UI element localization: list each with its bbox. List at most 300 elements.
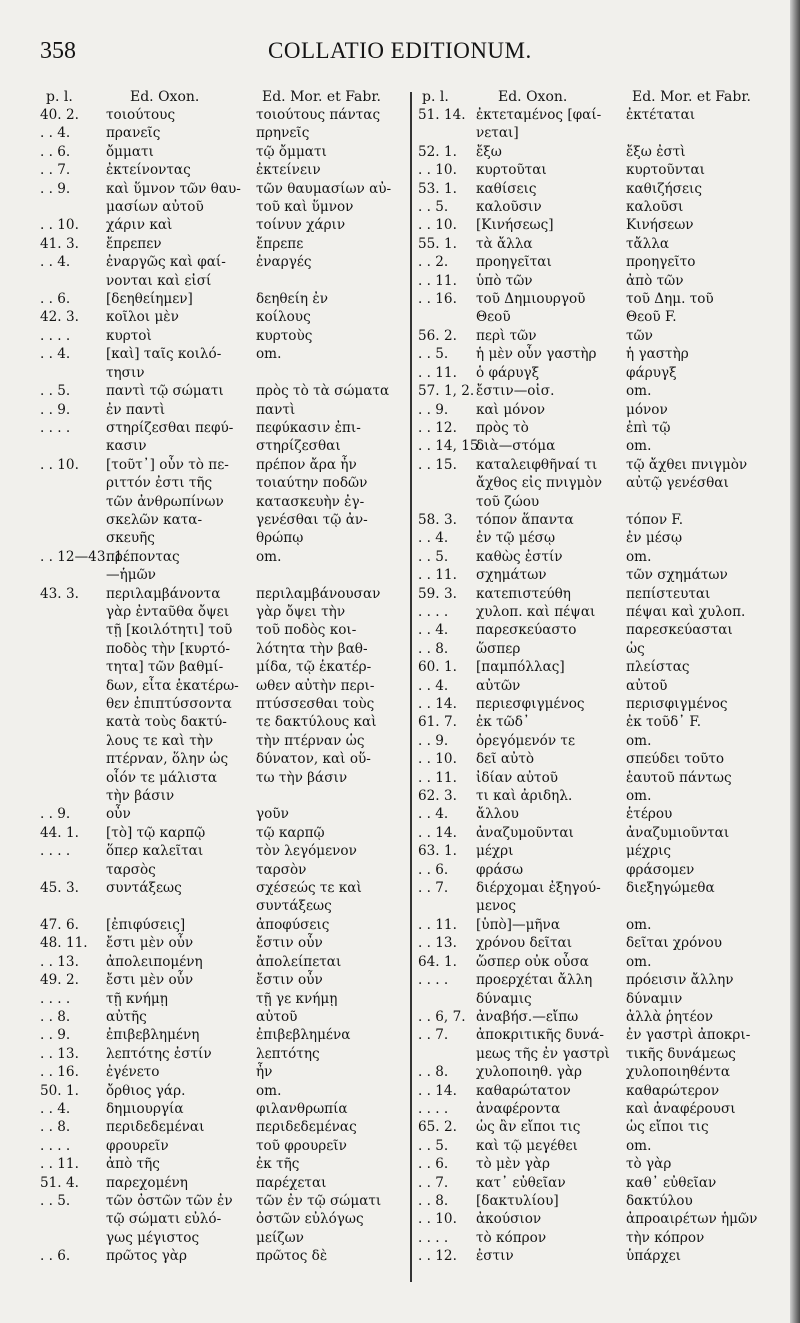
collation-row	[418, 842, 790, 860]
column-header-row	[40, 88, 410, 106]
oxon-reading: ἔξω	[476, 143, 502, 160]
oxon-reading: πρὸς τὸ	[476, 419, 529, 436]
collation-row	[418, 1229, 790, 1247]
oxon-reading: προηγεῖται	[476, 254, 552, 271]
line-reference: 61. 7.	[418, 714, 457, 731]
collation-row	[418, 161, 790, 179]
oxon-reading: λεπτότης ἐστίν	[106, 1045, 212, 1062]
collation-row	[40, 1137, 410, 1155]
line-reference: . . 11.	[418, 272, 457, 289]
line-reference: . . . .	[40, 327, 71, 344]
oxon-reading: ἀπολειπομένη	[106, 953, 203, 970]
collation-row	[418, 419, 790, 437]
oxon-reading: ἀκούσιον	[476, 1211, 542, 1228]
header-page-line: p. l.	[422, 89, 449, 105]
line-reference: 55. 1.	[418, 235, 457, 252]
mor-fabr-reading: Κινήσεων	[626, 217, 694, 234]
oxon-reading: ἔπρεπεν	[106, 235, 162, 252]
mor-fabr-reading: διεξηγώμεθα	[626, 880, 715, 897]
oxon-reading: ὅπερ καλεῖται ταρσὸς	[106, 843, 204, 878]
oxon-reading: πρέποντας —ἡμῶν	[106, 548, 180, 584]
collation-row	[418, 272, 790, 290]
mor-fabr-reading: ἐν μέσῳ	[626, 530, 683, 547]
line-reference: . . 9.	[40, 806, 71, 823]
line-reference: . . . .	[418, 1100, 449, 1117]
collation-row	[40, 308, 410, 326]
collation-rows	[418, 106, 790, 1266]
mor-fabr-reading: ὑπάρχει	[626, 1248, 681, 1265]
line-reference: . . 4.	[418, 530, 449, 547]
mor-fabr-reading: τἄλλα	[626, 235, 670, 252]
oxon-reading: ὄρθιος γάρ.	[106, 1082, 186, 1099]
oxon-reading: ἔστι μὲν οὖν	[106, 972, 194, 989]
line-reference: . . 9.	[418, 732, 449, 749]
mor-fabr-reading: προηγεῖτο	[626, 254, 696, 271]
oxon-reading: περιδεδεμέναι	[106, 1119, 205, 1136]
line-reference: . . 9.	[40, 1027, 71, 1044]
header-ed-oxon: Ed. Oxon.	[498, 89, 568, 105]
oxon-reading: διὰ—στόμα	[476, 438, 556, 455]
oxon-reading: σχημάτων	[476, 567, 547, 584]
line-reference: . . . .	[418, 972, 449, 989]
line-reference: . . 15.	[418, 456, 457, 473]
mor-fabr-reading: ἐπιβεβλημένα	[256, 1027, 351, 1044]
column-header-row	[418, 88, 790, 106]
mor-fabr-reading: ἐπὶ τῷ	[626, 419, 671, 436]
oxon-reading: ὥσπερ οὐκ οὖσα	[476, 953, 589, 970]
line-reference: . . 12—43. 1.	[40, 548, 128, 565]
mor-fabr-reading: ἔξω ἐστὶ	[626, 143, 686, 160]
mor-fabr-reading: ἀπολείπεται	[256, 953, 342, 970]
line-reference: 59. 3.	[418, 585, 457, 602]
oxon-reading: ὁ φάρυγξ	[476, 364, 540, 381]
line-reference: . . 13.	[40, 953, 79, 970]
collation-row	[418, 824, 790, 842]
collation-row	[418, 1118, 790, 1136]
mor-fabr-reading: ἡ γαστὴρ	[626, 346, 689, 363]
mor-fabr-reading: κοίλους	[256, 309, 311, 326]
oxon-reading: [δακτυλίου]	[476, 1192, 559, 1209]
collation-row	[418, 787, 790, 805]
oxon-reading: καὶ μόνον	[476, 401, 546, 418]
collation-row	[40, 1026, 410, 1044]
oxon-reading: κυρτοῦται	[476, 162, 547, 179]
mor-fabr-reading: τῶν ἐν τῷ σώματι ὀστῶν εὐλόγως μείζων	[256, 1192, 382, 1246]
oxon-reading: κατεπιστεύθη	[476, 585, 571, 602]
collation-row	[40, 1100, 410, 1118]
collation-row	[40, 805, 410, 823]
mor-fabr-reading: αὐτοῦ	[626, 677, 668, 694]
line-reference: . . 6.	[418, 861, 449, 878]
line-reference: . . 13.	[418, 935, 457, 952]
collation-row	[418, 585, 790, 603]
collation-row	[418, 364, 790, 382]
line-reference: 43. 3.	[40, 585, 79, 602]
collation-row	[418, 216, 790, 234]
mor-fabr-reading: ἑτέρου	[626, 806, 673, 823]
mor-fabr-reading: φράσομεν	[626, 861, 695, 878]
collation-row	[418, 529, 790, 547]
mor-fabr-reading: πλείστας	[626, 659, 690, 676]
mor-fabr-reading: τὴν κόπρον	[626, 1229, 705, 1246]
line-reference: . . 6, 7.	[418, 1008, 466, 1025]
oxon-reading: δεῖ αὐτὸ	[476, 751, 535, 768]
collation-row	[40, 382, 410, 400]
collation-row	[40, 1082, 410, 1100]
header-ed-mor-fabr: Ed. Mor. et Fabr.	[632, 89, 751, 105]
oxon-reading: προερχέται ἄλλη δύναμις	[476, 972, 593, 1007]
line-reference: . . 13.	[40, 1045, 79, 1062]
mor-fabr-reading: φάρυγξ	[626, 364, 677, 381]
oxon-reading: ὀρεγόμενόν τε	[476, 732, 575, 749]
line-reference: . . 10.	[40, 217, 79, 234]
mor-fabr-reading: μόνον	[626, 401, 668, 418]
collation-row	[40, 548, 410, 585]
oxon-reading: καθίσεις	[476, 180, 537, 197]
oxon-reading: τόπον ἅπαντα	[476, 511, 574, 528]
mor-fabr-reading: πεφύκασιν ἐπι- στηρίζεσθαι	[256, 419, 361, 455]
mor-fabr-reading: τοῦ φρουρεῖν	[256, 1137, 347, 1154]
line-reference: . . 7.	[40, 162, 71, 179]
line-reference: . . 7.	[418, 1174, 449, 1191]
mor-fabr-reading: σχέσεώς τε καὶ συντάξεως	[256, 880, 362, 915]
collation-row	[418, 953, 790, 971]
oxon-reading: φρουρεῖν	[106, 1137, 169, 1154]
mor-fabr-reading: om.	[256, 1082, 282, 1099]
line-reference: . . 9.	[40, 401, 71, 418]
mor-fabr-reading: γοῦν	[256, 806, 289, 823]
mor-fabr-reading: περιδεδεμένας	[256, 1119, 357, 1136]
header-ed-mor-fabr: Ed. Mor. et Fabr.	[262, 89, 381, 105]
mor-fabr-reading: ἐκτείνειν	[256, 162, 321, 179]
collation-row	[418, 437, 790, 455]
oxon-reading: χρόνου δεῖται	[476, 935, 573, 952]
line-reference: . . 8.	[418, 640, 449, 657]
line-reference: . . 16.	[40, 1064, 79, 1081]
oxon-reading: τὸ μὲν γὰρ	[476, 1156, 551, 1173]
line-reference: . . 8.	[418, 1064, 449, 1081]
oxon-reading: περιλαμβάνοντα γὰρ ἐνταῦθα ὄψει τῇ [κοιλότητι] τοῦ ποδὸς τὴν [κυρτό- τητα] τῶν βαθμί- δων, εἶτα ἑκατέρω- θεν ἐπιπτύσσοντα κατὰ τοὺς δακτύ- λους τε καὶ τὴν πτέρναν, ὅλην ὡς οἷόν τε μάλιστα τὴν βάσιν	[106, 585, 239, 805]
line-reference: 65. 2.	[418, 1119, 457, 1136]
mor-fabr-reading: τῷ καρπῷ	[256, 824, 325, 841]
line-reference: . . 14.	[418, 824, 457, 841]
oxon-reading: καὶ τῷ μεγέθει	[476, 1137, 578, 1154]
collation-row	[418, 879, 790, 916]
line-reference: 50. 1.	[40, 1082, 79, 1099]
oxon-reading: ἔστι μὲν οὖν	[106, 935, 194, 952]
line-reference: 41. 3.	[40, 235, 79, 252]
collation-row	[40, 216, 410, 234]
collation-row	[40, 1155, 410, 1173]
collation-row	[40, 106, 410, 124]
mor-fabr-reading: αὐτοῦ	[256, 1008, 298, 1025]
oxon-reading: αὐτῶν	[476, 677, 521, 694]
mor-fabr-reading: τοῦ Δημ. τοῦ Θεοῦ F.	[626, 291, 714, 326]
line-reference: . . 5.	[418, 1137, 449, 1154]
oxon-reading: [τοῦτ᾽] οὖν τὸ πε- ριττόν ἐστι τῆς τῶν ἀνθρωπίνων σκελῶν κατα- σκευῆς	[106, 456, 229, 547]
mor-fabr-reading: πρῶτος δὲ	[256, 1248, 328, 1265]
oxon-reading: τὰ ἄλλα	[476, 235, 533, 252]
mor-fabr-reading: om.	[626, 383, 652, 400]
collation-row	[40, 585, 410, 806]
mor-fabr-reading: om.	[626, 732, 652, 749]
mor-fabr-reading: ἀναζυμιοῦνται	[626, 824, 730, 841]
line-reference: . . 9.	[418, 401, 449, 418]
oxon-reading: ἄλλου	[476, 806, 519, 823]
oxon-reading: ἐναργῶς καὶ φαί- νονται καὶ εἰσί	[106, 254, 226, 289]
collation-row	[418, 345, 790, 363]
collation-row	[40, 842, 410, 879]
column-divider	[410, 92, 412, 1282]
collation-row	[40, 879, 410, 916]
line-reference: 42. 3.	[40, 309, 79, 326]
oxon-reading: ἐν παντὶ	[106, 401, 166, 418]
line-reference: . . 11.	[418, 916, 457, 933]
line-reference: . . 4.	[418, 677, 449, 694]
oxon-reading: τοῦ Δημιουργοῦ Θεοῦ	[476, 291, 586, 326]
mor-fabr-reading: παρέχεται	[256, 1174, 327, 1191]
line-reference: 49. 2.	[40, 972, 79, 989]
collation-row	[40, 235, 410, 253]
collation-row	[418, 916, 790, 934]
mor-fabr-reading: ὡς	[626, 640, 645, 657]
mor-fabr-reading: ἦν	[256, 1064, 273, 1081]
line-reference: . . . .	[40, 419, 71, 436]
collation-row	[418, 1100, 790, 1118]
oxon-reading: συντάξεως	[106, 880, 182, 897]
collation-row	[418, 1210, 790, 1228]
oxon-reading: [Κινήσεως]	[476, 217, 554, 234]
mor-fabr-reading: τῶν θαυμασίων αὐ- τοῦ καὶ ὕμνον	[256, 180, 392, 216]
collation-row	[418, 971, 790, 1008]
oxon-reading: παρεσκεύαστο	[476, 622, 577, 639]
collation-row	[418, 511, 790, 529]
line-reference: . . 11.	[418, 567, 457, 584]
collation-row	[40, 824, 410, 842]
oxon-reading: τῇ κνήμῃ	[106, 990, 168, 1007]
mor-fabr-reading: πρέπον ἄρα ἦν τοιαύτην ποδῶν κατασκευὴν ἐγ- γενέσθαι τῷ ἀν- θρώπῳ	[256, 456, 368, 547]
collation-row	[418, 106, 790, 143]
oxon-reading: ὥσπερ	[476, 640, 521, 657]
line-reference: . . 6.	[40, 143, 71, 160]
collation-row	[418, 327, 790, 345]
collation-row	[40, 345, 410, 382]
mor-fabr-reading: καθιζήσεις	[626, 180, 702, 197]
oxon-reading: καὶ ὕμνον τῶν θαυ- μασίων αὐτοῦ	[106, 180, 241, 216]
line-reference: . . . .	[40, 990, 71, 1007]
line-reference: . . 5.	[418, 548, 449, 565]
mor-fabr-reading: τοίνυν χάριν	[256, 217, 346, 234]
oxon-reading: [ὑπὸ]—μῆνα	[476, 916, 561, 933]
oxon-reading: ἐν τῷ μέσῳ	[476, 530, 556, 547]
collation-row	[418, 677, 790, 695]
line-reference: . . 5.	[418, 346, 449, 363]
oxon-reading: πρῶτος γὰρ	[106, 1248, 187, 1265]
oxon-reading: [καὶ] ταῖς κοιλό- τησιν	[106, 346, 222, 381]
header-page-line: p. l.	[46, 89, 73, 105]
collation-row	[40, 1192, 410, 1247]
line-reference: 63. 1.	[418, 843, 457, 860]
oxon-reading: χυλοπ. καὶ πέψαι	[476, 603, 596, 620]
mor-fabr-reading: κυρτοῦνται	[626, 162, 706, 179]
collation-row	[418, 290, 790, 327]
line-reference: 60. 1.	[418, 659, 457, 676]
line-reference: . . 12.	[418, 1248, 457, 1265]
collation-row	[40, 327, 410, 345]
mor-fabr-reading: δεῖται χρόνου	[626, 935, 723, 952]
line-reference: . . 11.	[418, 769, 457, 786]
collation-row	[418, 1082, 790, 1100]
line-reference: . . 10.	[418, 162, 457, 179]
line-reference: . . 12.	[418, 419, 457, 436]
oxon-reading: κατ᾽ εὐθεῖαν	[476, 1174, 566, 1191]
oxon-reading: ἔστιν—οἰσ.	[476, 383, 555, 400]
collation-row	[418, 1192, 790, 1210]
mor-fabr-reading: πεπίστευται	[626, 585, 711, 602]
line-reference: . . 6.	[418, 1156, 449, 1173]
line-reference: 40. 2.	[40, 107, 79, 123]
collation-row	[418, 1137, 790, 1155]
mor-fabr-reading: χυλοποιηθέντα	[626, 1064, 731, 1081]
line-reference: . . . .	[40, 843, 71, 860]
mor-fabr-reading: om.	[626, 916, 652, 933]
collation-row	[40, 419, 410, 456]
line-reference: . . 4.	[418, 806, 449, 823]
line-reference: 47. 6.	[40, 916, 79, 933]
mor-fabr-reading: περιλαμβάνουσαν γὰρ ὄψει τὴν τοῦ ποδὸς κοι- λότητα τὴν βαθ- μίδα, τῷ ἑκατέρ- ωθεν αὐτὴν περι- πτύσσεσθαι τοὺς τε δακτύλους καὶ τὴν πτέρναν ὡς δύνατον, καὶ οὕ- τω τὴν βάσιν	[256, 585, 381, 786]
collation-row	[418, 1026, 790, 1063]
oxon-reading: καθὼς ἐστίν	[476, 548, 563, 565]
mor-fabr-reading: πρὸς τὸ τὰ σώματα	[256, 383, 390, 400]
line-reference: . . 4.	[40, 125, 71, 142]
mor-fabr-reading: ἐκ τῆς	[256, 1156, 300, 1173]
mor-fabr-reading: δακτύλου	[626, 1192, 693, 1209]
oxon-reading: αὐτῆς	[106, 1008, 147, 1025]
collation-row	[418, 658, 790, 676]
collation-row	[40, 456, 410, 548]
oxon-reading: περὶ τῶν	[476, 327, 537, 344]
line-reference: . . 8.	[40, 1119, 71, 1136]
mor-fabr-reading: ἐν γαστρὶ ἀποκρι- τικῆς δυνάμεως	[626, 1027, 751, 1062]
oxon-reading: [δεηθείημεν]	[106, 291, 193, 308]
line-reference: . . 11.	[40, 1156, 79, 1173]
line-reference: . . 16.	[418, 291, 457, 308]
mor-fabr-reading: ἔστιν οὖν	[256, 972, 323, 989]
mor-fabr-reading: τῶν σχημάτων	[626, 567, 728, 584]
line-reference: . . 4.	[418, 622, 449, 639]
mor-fabr-reading: καὶ ἀναφέρουσι	[626, 1100, 736, 1117]
mor-fabr-reading: περισφιγμένος	[626, 696, 728, 712]
mor-fabr-reading: ἀπὸ τῶν	[626, 272, 684, 289]
collation-row	[418, 235, 790, 253]
mor-fabr-reading: τοιούτους πάντας	[256, 107, 381, 123]
line-reference: 45. 3.	[40, 880, 79, 897]
mor-fabr-reading: κυρτοὺς	[256, 327, 313, 344]
collation-row	[40, 1063, 410, 1081]
mor-fabr-reading: πρηνεῖς	[256, 125, 310, 142]
mor-fabr-reading: παρεσκεύασται	[626, 622, 733, 639]
collation-row	[418, 1155, 790, 1173]
collation-row	[418, 566, 790, 584]
mor-fabr-reading: τῷ ἄχθει πνιγμὸν αὐτῷ γενέσθαι	[626, 456, 748, 492]
collation-rows	[40, 106, 410, 1266]
mor-fabr-reading: καθαρώτερον	[626, 1082, 720, 1099]
line-reference: . . 7.	[418, 1027, 449, 1044]
oxon-reading: ἐπιβεβλημένη	[106, 1027, 200, 1044]
collation-row	[418, 180, 790, 198]
mor-fabr-reading: ὡς εἴποι τις	[626, 1119, 709, 1136]
mor-fabr-reading: om.	[626, 548, 652, 565]
oxon-reading: ἡ μὲν οὖν γαστὴρ	[476, 346, 597, 363]
collation-row	[40, 124, 410, 142]
mor-fabr-reading: ἔπρεπε	[256, 235, 304, 252]
page-number: 358	[40, 38, 76, 64]
line-reference: 56. 2.	[418, 327, 457, 344]
oxon-reading: καταλειφθῆναί τι ἄχθος εἰς πνιγμὸν τοῦ ζώου	[476, 456, 602, 510]
line-reference: . . 11.	[418, 364, 457, 381]
mor-fabr-reading: om.	[626, 953, 652, 970]
mor-fabr-reading: om.	[626, 1137, 652, 1154]
page-title: COLLATIO EDITIONUM.	[268, 38, 532, 63]
collation-row	[418, 382, 790, 400]
mor-fabr-reading: μέχρις	[626, 843, 672, 860]
line-reference: . . 6.	[40, 291, 71, 308]
line-reference: . . 7.	[418, 880, 449, 897]
collation-row	[418, 1174, 790, 1192]
collation-row	[40, 1174, 410, 1192]
mor-fabr-reading: τῇ γε κνήμῃ	[256, 990, 338, 1007]
mor-fabr-reading: ἀλλὰ ῥητέον	[626, 1008, 714, 1025]
oxon-reading: ἰδίαν αὐτοῦ	[476, 769, 559, 786]
collation-row	[40, 990, 410, 1008]
collation-row	[418, 934, 790, 952]
line-reference: 62. 3.	[418, 788, 457, 805]
mor-fabr-reading: λεπτότης	[256, 1045, 320, 1062]
collation-row	[40, 1045, 410, 1063]
collation-row	[40, 253, 410, 290]
collation-row	[40, 143, 410, 161]
line-reference: . . 5.	[40, 1192, 71, 1209]
oxon-reading: καλοῦσιν	[476, 199, 542, 216]
collation-row	[418, 548, 790, 566]
line-reference: 57. 1, 2.	[418, 383, 475, 400]
oxon-reading: τοιούτους	[106, 107, 176, 123]
line-reference: . . 5.	[418, 199, 449, 216]
mor-fabr-reading: δεηθείη ἐν	[256, 291, 328, 308]
oxon-reading: ἐκτεταμένος [φαί- νεται]	[476, 107, 602, 142]
mor-fabr-reading: τῷ ὄμματι	[256, 143, 327, 160]
oxon-reading: ὑπὸ τῶν	[476, 272, 533, 289]
collation-row	[418, 253, 790, 271]
mor-fabr-reading: ἀπροαιρέτων ἡμῶν	[626, 1211, 758, 1228]
line-reference: 53. 1.	[418, 180, 457, 197]
oxon-reading: παντὶ τῷ σώματι	[106, 383, 224, 400]
mor-fabr-reading: ἐναργές	[256, 254, 312, 271]
collation-row	[418, 713, 790, 731]
collation-row	[418, 750, 790, 768]
oxon-reading: ἀναφέροντα	[476, 1100, 561, 1117]
oxon-reading: [ἐπιφύσεις]	[106, 916, 186, 933]
mor-fabr-reading: ἑαυτοῦ πάντως	[626, 769, 732, 786]
collation-row	[418, 695, 790, 713]
oxon-reading: διέρχομαι ἐξηγού- μενος	[476, 880, 601, 915]
collation-row	[40, 290, 410, 308]
mor-fabr-reading: πρόεισιν ἄλλην δύναμιν	[626, 972, 734, 1007]
collation-row	[418, 198, 790, 216]
oxon-reading: φράσω	[476, 861, 524, 878]
line-reference: . . 10.	[418, 751, 457, 768]
collation-row	[40, 916, 410, 934]
